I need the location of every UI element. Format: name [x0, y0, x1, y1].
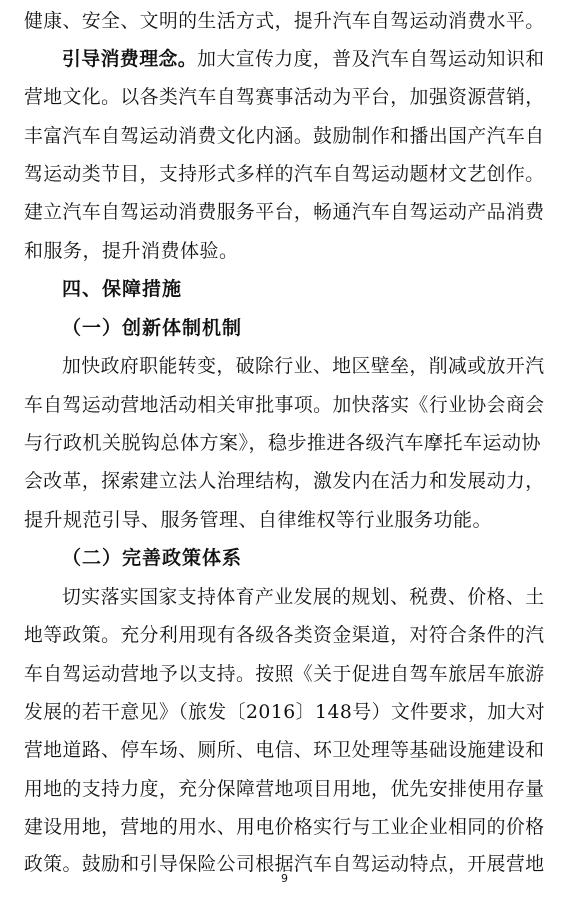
paragraph-lead: 引导消费理念。 [62, 48, 198, 70]
line-text: 政策。鼓励和引导保险公司根据汽车自驾运动特点，开展营地 [24, 853, 545, 875]
line-text: 健康、安全、文明的生活方式，提升汽车自驾运动消费水平。 [24, 10, 545, 32]
line-text: 和服务，提升消费体验。 [24, 240, 239, 262]
line-text: 与行政机关脱钩总体方案》，稳步推进各级汽车摩托车运动协 [24, 432, 542, 454]
paragraph-first-line [62, 582, 545, 612]
body-line [24, 428, 545, 458]
line-text: 用地的支持力度，充分保障营地项目用地，优先安排使用存量 [24, 778, 545, 800]
line-text: 建设用地，营地的用水、用电价格实行与工业企业相同的价格 [24, 816, 545, 838]
body-line [24, 466, 545, 496]
body-line [24, 812, 545, 842]
line-text: 地等政策。充分利用现有各级各类资金渠道，对符合条件的汽 [24, 624, 545, 646]
line-text: 发展的若干意见》（旅发〔2016〕148号）文件要求，加大对 [24, 701, 546, 723]
body-line [24, 735, 545, 765]
paragraph-first-line [62, 351, 545, 381]
subsection-heading-text: （一）创新体制机制 [62, 317, 243, 339]
section-heading [62, 274, 545, 304]
body-line [24, 659, 545, 689]
body-line [24, 774, 545, 804]
body-line [24, 82, 545, 112]
body-line [24, 159, 545, 189]
body-line [24, 197, 545, 227]
body-line [24, 697, 545, 727]
page-number: 9 [281, 872, 288, 885]
body-line [24, 236, 545, 266]
body-line [24, 6, 545, 36]
paragraph-first-line [62, 44, 545, 74]
subsection-heading [62, 543, 545, 573]
body-line [24, 505, 545, 535]
line-text: 加快政府职能转变，破除行业、地区壁垒，削减或放开汽 [62, 355, 545, 377]
line-text: 营地文化。以各类汽车自驾赛事活动为平台，加强资源营销， [24, 86, 545, 108]
line-text: 建立汽车自驾运动消费服务平台，畅通汽车自驾运动产品消费 [24, 201, 545, 223]
subsection-heading-text: （二）完善政策体系 [62, 547, 243, 569]
line-text: 车自驾运动营地活动相关审批事项。加快落实《行业协会商会 [24, 394, 545, 416]
line-text: 驾运动类节目，支持形式多样的汽车自驾运动题材文艺创作。 [24, 163, 545, 185]
line-text: 车自驾运动营地予以支持。按照《关于促进自驾车旅居车旅游 [24, 663, 545, 685]
line-text: 营地道路、停车场、厕所、电信、环卫处理等基础设施建设和 [24, 739, 545, 761]
body-line [24, 121, 545, 151]
line-text: 丰富汽车自驾运动消费文化内涵。鼓励制作和播出国产汽车自 [24, 125, 545, 147]
line-text: 提升规范引导、服务管理、自律维权等行业服务功能。 [24, 509, 493, 531]
line-text: 加大宣传力度，普及汽车自驾运动知识和 [197, 48, 545, 70]
body-line [24, 620, 545, 650]
section-heading-text: 四、保障措施 [62, 278, 183, 300]
body-line [24, 390, 545, 420]
line-text: 切实落实国家支持体育产业发展的规划、税费、价格、土 [62, 586, 545, 608]
line-text: 会改革，探索建立法人治理结构，激发内在活力和发展动力， [24, 470, 545, 492]
subsection-heading [62, 313, 545, 343]
